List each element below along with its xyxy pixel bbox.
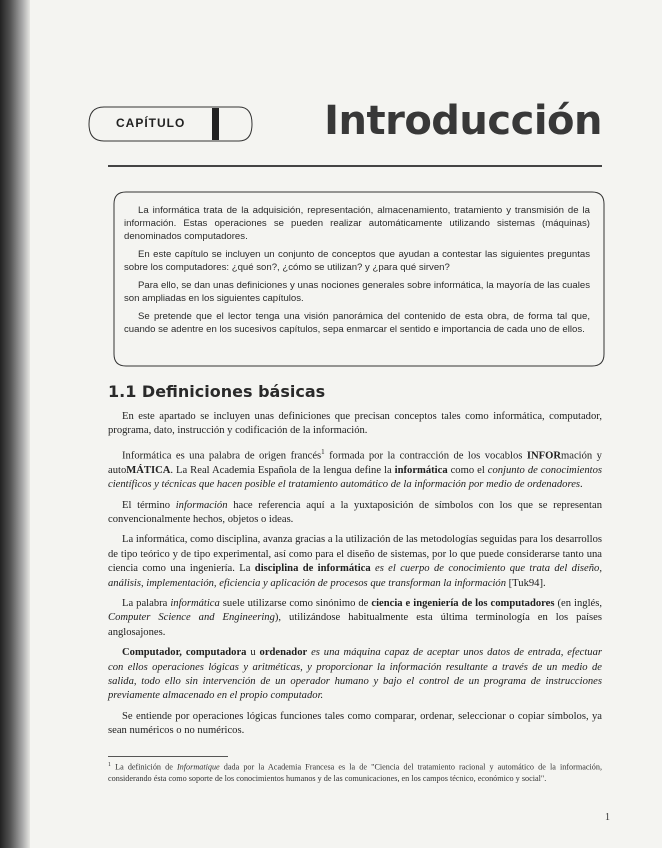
abstract-paragraph: La informática trata de la adquisición, representación, almacenamiento, tratamiento y transmisión de la información. Estas operaciones se pueden realizar automáticamente utilizando sistemas (máquinas) denominados computadores. (124, 205, 590, 242)
abstract-paragraph: Se pretende que el lector tenga una visión panorámica del contenido de esta obra, de forma tal que, cuando se adentre en los sucesivos capítulos, sepa enmarcar el sentido e importancia de cada uno de ellos. (124, 311, 590, 335)
abstract-paragraph: En este capítulo se incluyen un conjunto de conceptos que ayudan a contestar las siguientes preguntas sobre los computadores: ¿qué son?, ¿cómo se utilizan? y ¿para qué sirven? (124, 249, 590, 273)
text-run: hace referencia aquí a la yuxtaposición de símbolos con los que se representan convencionalmente hechos, objetos o ideas. (108, 499, 602, 525)
text-run: El término (122, 499, 176, 511)
text-run: formada por la contracción de los vocablos (324, 450, 527, 462)
definition-italic: es el cuerpo de conocimiento que trata del diseño, análisis, implementación, eficiencia y aplicación de procesos que transforman la información (108, 563, 602, 589)
title-rule (108, 165, 602, 167)
definition-italic: es una máquina capaz de aceptar unos datos de entrada, efectuar con ellos operaciones lógicas y aritméticas, y proporcionar la información resultante a través de un medio de salida, todo ello sin intervención de un operador humano y bajo el control de un programa de instrucciones previamente almacenado en el propio computador. (108, 647, 603, 702)
body-paragraph (108, 646, 602, 704)
footnote-rule (108, 756, 228, 757)
body-paragraph (108, 445, 602, 493)
section-title: 1.1 Definiciones básicas (108, 382, 326, 401)
chapter-abstract-box (112, 190, 606, 368)
text-run: dada por la Academia Francesa es la de "Ciencia del tratamiento racional y automático de la información, considerando ésta como soporte de los conocimientos humanos y de las comunicaciones, en los campos técnico, económico y social". (108, 762, 603, 783)
page-number: 1 (605, 812, 610, 823)
text-run: ), utilizándose habitualmente esta última terminología en los países anglosajones. (108, 612, 602, 638)
text-run: mación y auto (108, 450, 602, 476)
text-run: La palabra (122, 598, 171, 609)
text-run: Informática es una palabra de origen francés (122, 450, 322, 462)
term-bold: ciencia e ingeniería de los computadores (371, 598, 555, 609)
footnote-text (108, 760, 602, 784)
chapter-title: Introducción (324, 98, 602, 144)
text-run: (en inglés, (554, 598, 602, 609)
term-bold: INFOR (526, 450, 562, 462)
body-paragraph (108, 499, 602, 528)
term-bold: informática (394, 464, 448, 476)
body-paragraph (108, 533, 602, 591)
term-italic: Computer Science and Engineering (108, 612, 275, 624)
abstract-text (124, 204, 590, 341)
footnote-marker: 1 (108, 762, 111, 768)
text-run: u (246, 647, 260, 659)
footnote (108, 760, 602, 784)
text-run: [Tuk94]. (506, 577, 546, 589)
term-bold: disciplina de informática (254, 563, 371, 575)
body-text (108, 410, 602, 745)
chapter-label: CAPÍTULO (116, 116, 186, 130)
book-spine-shadow (0, 0, 30, 848)
text-run: La definición de (115, 762, 177, 772)
text-run: . La Real Academia Española de la lengua define la (170, 464, 395, 476)
chapter-badge (84, 104, 256, 144)
definition-italic: conjunto de conocimientos científicos y técnicas que hacen posible el tratamiento automático de la información por medio de ordenadores (108, 464, 602, 491)
text-run: como el (447, 464, 488, 476)
term-bold: Computador, computadora (122, 647, 247, 659)
term-italic: informática (170, 598, 220, 609)
text-run: suele utilizarse como sinónimo de (219, 598, 372, 609)
text-run: . (580, 479, 583, 491)
chapter-bar (212, 108, 219, 140)
term-bold: MÁTICA (126, 464, 171, 476)
abstract-paragraph: Para ello, se dan unas definiciones y unas nociones generales sobre informática, la mayoría de las cuales son ampliadas en los siguientes capítulos. (124, 280, 590, 304)
text-run: La informática, como disciplina, avanza gracias a la utilización de las metodologías seguidas para los desarrollos de tipo teórico y de tipo experimental, así como para el diseño de sistemas, por lo que puede considerarse tanto una ciencia como una ingeniería. La (108, 534, 602, 575)
term-italic: información (175, 499, 228, 511)
body-paragraph: En este apartado se incluyen unas definiciones que precisan conceptos tales como informática, computador, programa, dato, instrucción y codificación de la información. (108, 411, 602, 437)
footnote-ref: 1 (321, 447, 325, 456)
body-paragraph: Se entiende por operaciones lógicas funciones tales como comparar, ordenar, seleccionar o copiar símbolos, ya sean numéricos o no numéricos. (108, 710, 602, 737)
term-bold: ordenador (259, 647, 308, 659)
term-italic: Informatique (176, 762, 220, 772)
body-paragraph (108, 597, 602, 640)
